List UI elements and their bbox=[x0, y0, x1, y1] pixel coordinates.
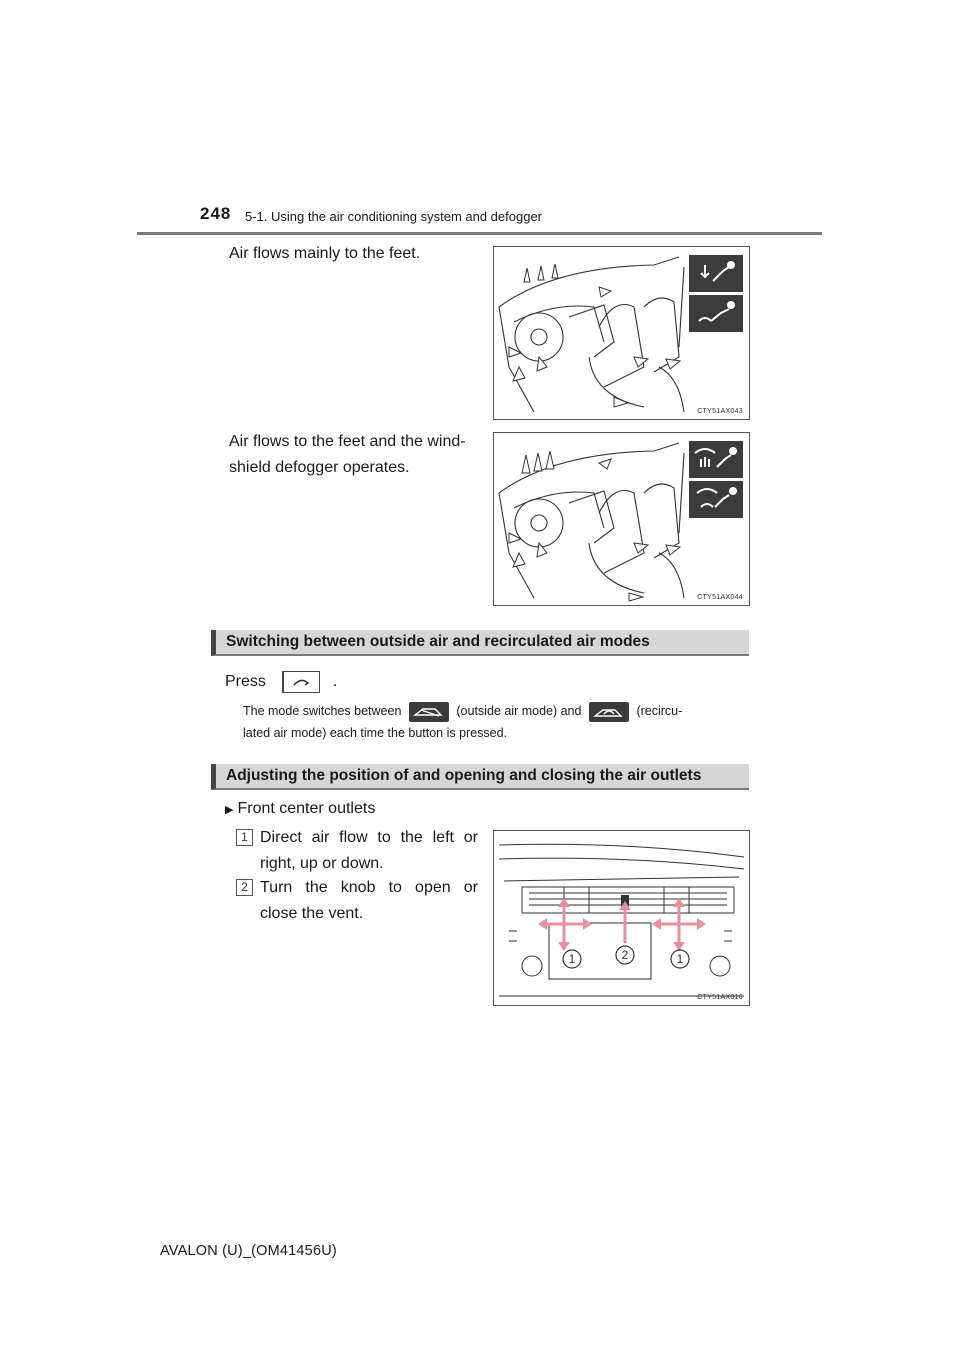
figure-feet-defog-airflow bbox=[493, 432, 750, 606]
subheading-text: Front center outlets bbox=[237, 800, 376, 817]
section-heading-text: Switching between outside air and recirculated air modes bbox=[226, 633, 650, 650]
mode-feet-description: Air flows mainly to the feet. bbox=[229, 245, 421, 262]
note-text: The mode switches between bbox=[243, 704, 402, 718]
foot-airflow-icon bbox=[689, 295, 743, 332]
mode-feet-defog-description-line2: shield defogger operates. bbox=[229, 459, 410, 476]
step-2-line1: Turn the knob to open or bbox=[260, 879, 478, 896]
figure-front-center-outlets bbox=[493, 830, 750, 1006]
step-1-line1: Direct air flow to the left or bbox=[260, 829, 478, 846]
press-suffix: . bbox=[332, 673, 338, 690]
header-divider bbox=[137, 232, 822, 235]
recirculated-air-mode-icon bbox=[589, 702, 629, 722]
step-number: 2 bbox=[236, 879, 253, 896]
note-text: (outside air mode) and bbox=[456, 704, 582, 718]
section-heading-text: Adjusting the position of and opening and closing the air outlets bbox=[226, 767, 702, 784]
figure-code: CTY51AX043 bbox=[697, 408, 743, 415]
page-number: 248 bbox=[200, 204, 232, 223]
windshield-foot-airflow-icon bbox=[689, 481, 743, 518]
step-2-line2: close the vent. bbox=[260, 905, 364, 922]
figure-feet-airflow bbox=[493, 246, 750, 420]
step-number: 1 bbox=[236, 829, 253, 846]
mode-feet-defog-description-line1: Air flows to the feet and the wind- bbox=[229, 433, 466, 450]
subheading-front-center-outlets bbox=[225, 796, 375, 823]
footer-model-code: AVALON (U)_(OM41456U) bbox=[160, 1243, 337, 1259]
foot-airflow-icon bbox=[689, 255, 743, 292]
outside-air-mode-icon bbox=[409, 702, 449, 722]
callout-2: 2 bbox=[621, 948, 629, 962]
figure-code: CTY51AX016 bbox=[697, 994, 743, 1001]
note-text: (recircu- bbox=[636, 704, 683, 718]
recirculation-button-icon bbox=[282, 671, 320, 693]
note-text: lated air mode) each time the button is pressed. bbox=[243, 726, 508, 740]
press-instruction bbox=[225, 669, 337, 695]
callout-1-right: 1 bbox=[676, 952, 684, 966]
step-1-line2: right, up or down. bbox=[260, 855, 384, 872]
windshield-foot-airflow-icon bbox=[689, 441, 743, 478]
recirculation-note bbox=[243, 700, 753, 744]
center-outlets-illustration bbox=[494, 831, 749, 1005]
section-title: 5-1. Using the air conditioning system and defogger bbox=[245, 209, 543, 224]
figure-code: CTY51AX044 bbox=[697, 594, 743, 601]
callout-1-left: 1 bbox=[568, 952, 576, 966]
press-label: Press bbox=[225, 673, 266, 690]
section-heading-air-outlets bbox=[211, 764, 749, 790]
triangle-bullet-icon: ▶ bbox=[225, 804, 234, 816]
section-heading-recirculation bbox=[211, 630, 749, 656]
